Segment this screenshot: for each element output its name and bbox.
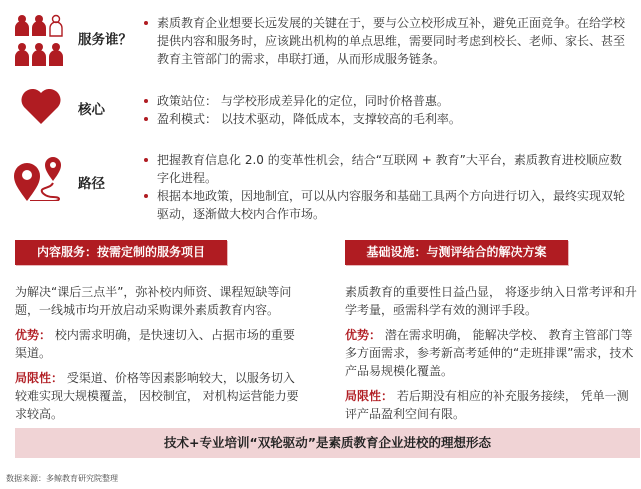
limitation-body: 若后期没有相应的补充服务接续， 凭单一测评产品盈利空间有限。 [345, 389, 629, 421]
row-label: 路径 [78, 176, 105, 192]
intro-text: 素质教育的重要性日益凸显， 将逐步纳入日常考评和升学考量，亟需科学有效的测评手段。 [345, 285, 637, 317]
intro-text: 为解决“课后三点半”，弥补校内师资、课程短缺等问题，一线城市均开放启动采购课外素质教育内容。 [15, 285, 292, 317]
advantage-label: 优势： [345, 328, 382, 342]
advantage-body: 校内需求明确，是快速切入、占据市场的重要渠道。 [15, 328, 295, 360]
limitation-text [345, 387, 640, 423]
bullet-list [142, 14, 632, 68]
conclusion-banner: 技术+专业培训“双轮驱动”是素质教育企业进校的理想形态 [15, 428, 640, 458]
bullet-list [142, 151, 632, 223]
infrastructure-column [345, 283, 640, 430]
advantage-body: 潜在需求明确， 能解决学校、 教育主管部门等多方面需求，参考新高考延伸的“走班排课”需求，技术产品易规模化覆盖。 [345, 328, 634, 378]
row-label: 服务谁？ [78, 32, 132, 48]
limitation-body: 受渠道、价格等因素影响较大，以服务切入较难实现大规模覆盖， 因校制宜， 对机构运营能力要求较高。 [15, 371, 299, 421]
bullet-list [142, 92, 632, 128]
infrastructure-header: 基础设施：与测评结合的解决方案 [345, 240, 568, 265]
limitation-label: 局限性： [345, 389, 394, 403]
limitation-text [15, 369, 305, 423]
limitation-label: 局限性： [15, 371, 64, 385]
people-icon [14, 14, 64, 70]
content-service-header: 内容服务：按需定制的服务项目 [15, 240, 227, 265]
advantage-text [15, 326, 305, 362]
route-pin-icon [14, 153, 66, 201]
bullet-item: 根据本地政策，因地制宜，可以从内容服务和基础工具两个方向进行切入，最终实现双轮驱动，逐渐做大校内合作市场。 [142, 187, 632, 223]
advantage-label: 优势： [15, 328, 52, 342]
bullet-item: 政策站位： 与学校形成差异化的定位，同时价格普惠。 [142, 92, 632, 110]
heart-icon [20, 88, 62, 124]
content-service-column [15, 283, 305, 430]
advantage-text [345, 326, 640, 380]
row-label: 核心 [78, 102, 105, 118]
bullet-item: 把握教育信息化 2.0 的变革性机会，结合“互联网 + 教育”大平台，素质教育进校顺应数字化进程。 [142, 151, 632, 187]
bullet-item: 盈利模式： 以技术驱动，降低成本，支撑较高的毛利率。 [142, 110, 632, 128]
bullet-item: 素质教育企业想要长远发展的关键在于，要与公立校形成互补，避免正面竞争。在给学校提供内容和服务时，应该跳出机构的单点思维，需要同时考虑到校长、老师、家长、甚至教育主管部门的需求，串联打通，从而形成服务链条。 [142, 14, 632, 68]
source-note: 数据来源：多鲸教育研究院整理 [6, 474, 118, 483]
